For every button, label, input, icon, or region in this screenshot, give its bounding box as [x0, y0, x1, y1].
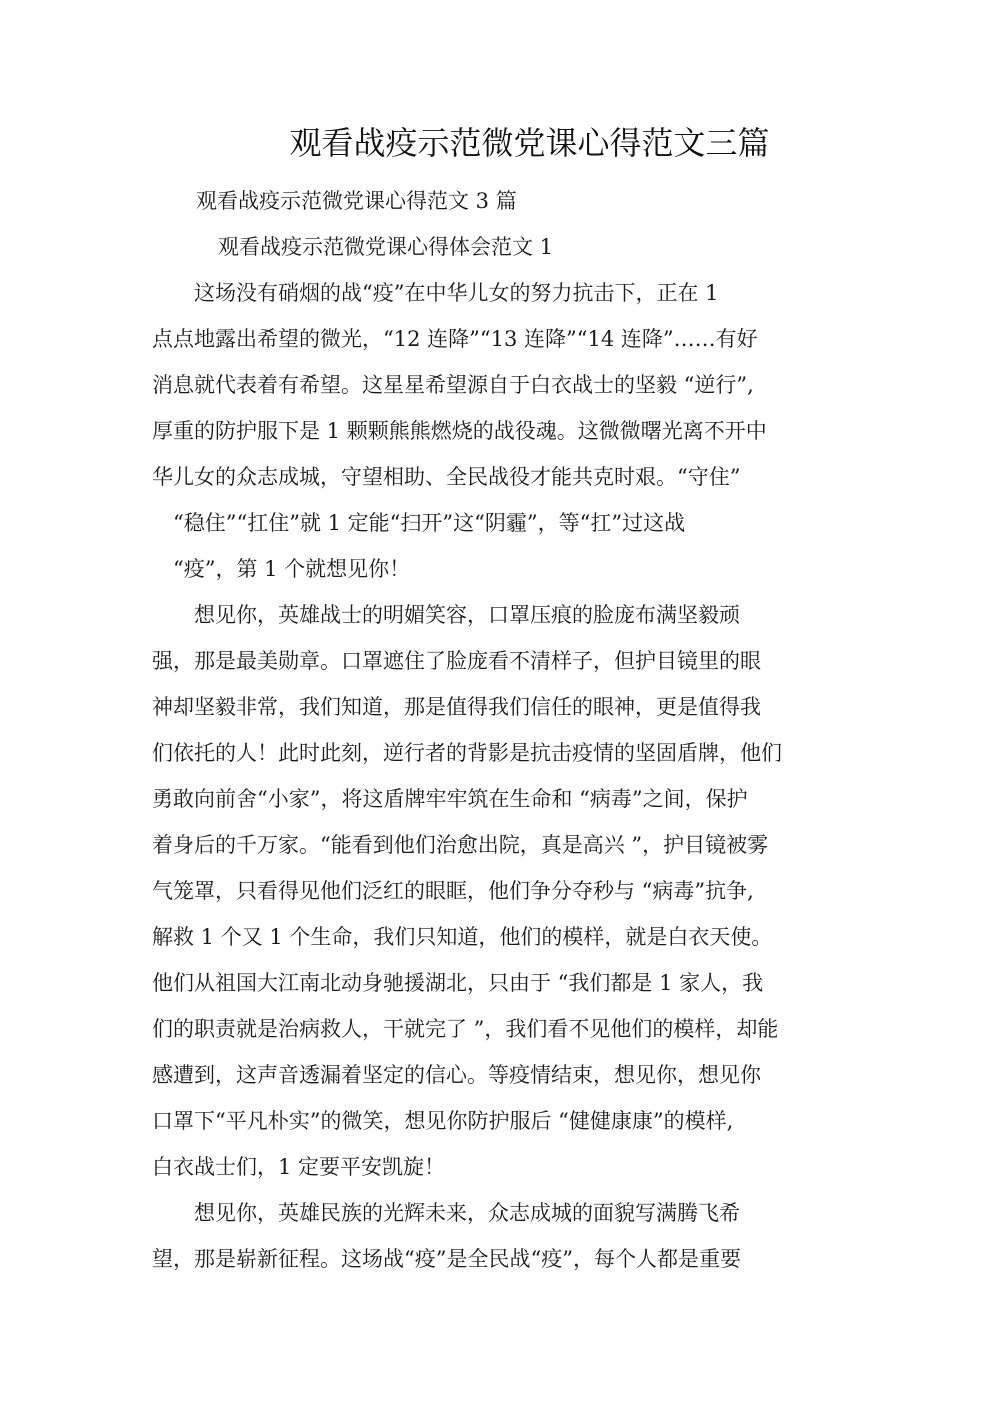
paragraph-line: 点点地露出希望的微光，“12 连降”“13 连降”“14 连降”……有好: [152, 327, 758, 351]
paragraph-line: 白衣战士们，1 定要平安凯旋！: [152, 1155, 446, 1179]
paragraph-line: 气笼罩，只看得见他们泛红的眼眶，他们争分夺秒与 “病毒”抗争,: [152, 879, 754, 903]
paragraph-line: 华儿女的众志成城，守望相助、全民战役才能共克时艰。“守住”: [152, 465, 741, 489]
section-heading: 观看战疫示范微党课心得体会范文 1: [218, 235, 554, 259]
paragraph-line: 他们从祖国大江南北动身驰援湖北，只由于 “我们都是 1 家人，我: [152, 971, 764, 995]
paragraph-line: “稳住”“扛住”就 1 定能“扫开”这“阴霾”，等“扛”过这战: [152, 511, 686, 535]
paragraph-line: 强，那是最美勋章。口罩遮住了脸庞看不清样子，但护目镜里的眼: [152, 649, 761, 673]
paragraph-line: 感遭到，这声音透漏着坚定的信心。等疫情结束，想见你，想见你: [152, 1063, 761, 1087]
paragraph-line: 想见你，英雄战士的明媚笑容，口罩压痕的脸庞布满坚毅顽: [152, 603, 740, 627]
paragraph-line: 们的职责就是治病救人，干就完了 ”，我们看不见他们的模样，却能: [152, 1017, 779, 1041]
paragraph-line: 着身后的千万家。“能看到他们治愈出院，真是高兴 ”，护目镜被雾: [152, 833, 769, 857]
paragraph-line: 望，那是崭新征程。这场战“疫”是全民战“疫”，每个人都是重要: [152, 1247, 741, 1271]
paragraph-line: “疫”，第 1 个就想见你！: [152, 557, 411, 581]
paragraph-line: 们依托的人！此时此刻，逆行者的背影是抗击疫情的坚固盾牌，他们: [152, 741, 782, 765]
paragraph-line: 解救 1 个又 1 个生命，我们只知道，他们的模样，就是白衣天使。: [152, 925, 773, 949]
paragraph-line: 想见你，英雄民族的光辉未来，众志成城的面貌写满腾飞希: [152, 1201, 740, 1225]
document-subtitle: 观看战疫示范微党课心得范文 3 篇: [196, 189, 517, 213]
paragraph-line: 口罩下“平凡朴实”的微笑，想见你防护服后 “健健康康”的模样,: [152, 1109, 734, 1133]
paragraph-line: 这场没有硝烟的战“疫”在中华儿女的努力抗击下，正在 1: [152, 281, 719, 305]
paragraph-line: 厚重的防护服下是 1 颗颗熊熊燃烧的战役魂。这微微曙光离不开中: [152, 419, 767, 443]
paragraph-line: 勇敢向前舍“小家”，将这盾牌牢牢筑在生命和 “病毒”之间，保护: [152, 787, 748, 811]
document-title: 观看战疫示范微党课心得范文三篇: [289, 124, 770, 162]
paragraph-line: 消息就代表着有希望。这星星希望源自于白衣战士的坚毅 “逆行”,: [152, 373, 754, 397]
paragraph-line: 神却坚毅非常，我们知道，那是值得我们信任的眼神，更是值得我: [152, 695, 761, 719]
